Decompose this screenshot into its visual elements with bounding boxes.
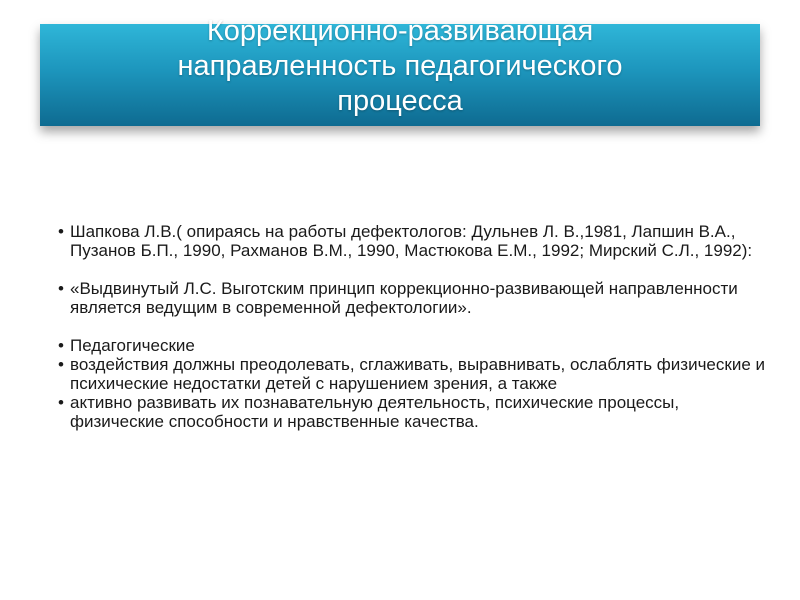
list-item: • Педагогические	[58, 336, 770, 355]
list-item: • «Выдвинутый Л.С. Выготским принцип коррекционно-развивающей направленности является ведущим в современной дефектологии».	[58, 279, 770, 317]
slide-title: Коррекционно-развивающая направленность педагогического процесса	[177, 15, 623, 117]
spacer	[58, 260, 770, 279]
list-item: • Шапкова Л.В.( опираясь на работы дефектологов: Дульнев Л. В.,1981, Лапшин В.А., Пузанов Б.П., 1990, Рахманов В.М., 1990, Мастюкова Е.М., 1992; Мирский С.Л., 1992):	[58, 222, 770, 260]
list-item: • воздействия должны преодолевать, сглаживать, выравнивать, ослаблять физические и психические недостатки детей с нарушением зрения, а также	[58, 355, 770, 393]
bullet-list	[58, 222, 770, 431]
list-item: • активно развивать их познавательную деятельность, психические процессы, физические способности и нравственные качества.	[58, 393, 770, 431]
spacer	[58, 317, 770, 336]
